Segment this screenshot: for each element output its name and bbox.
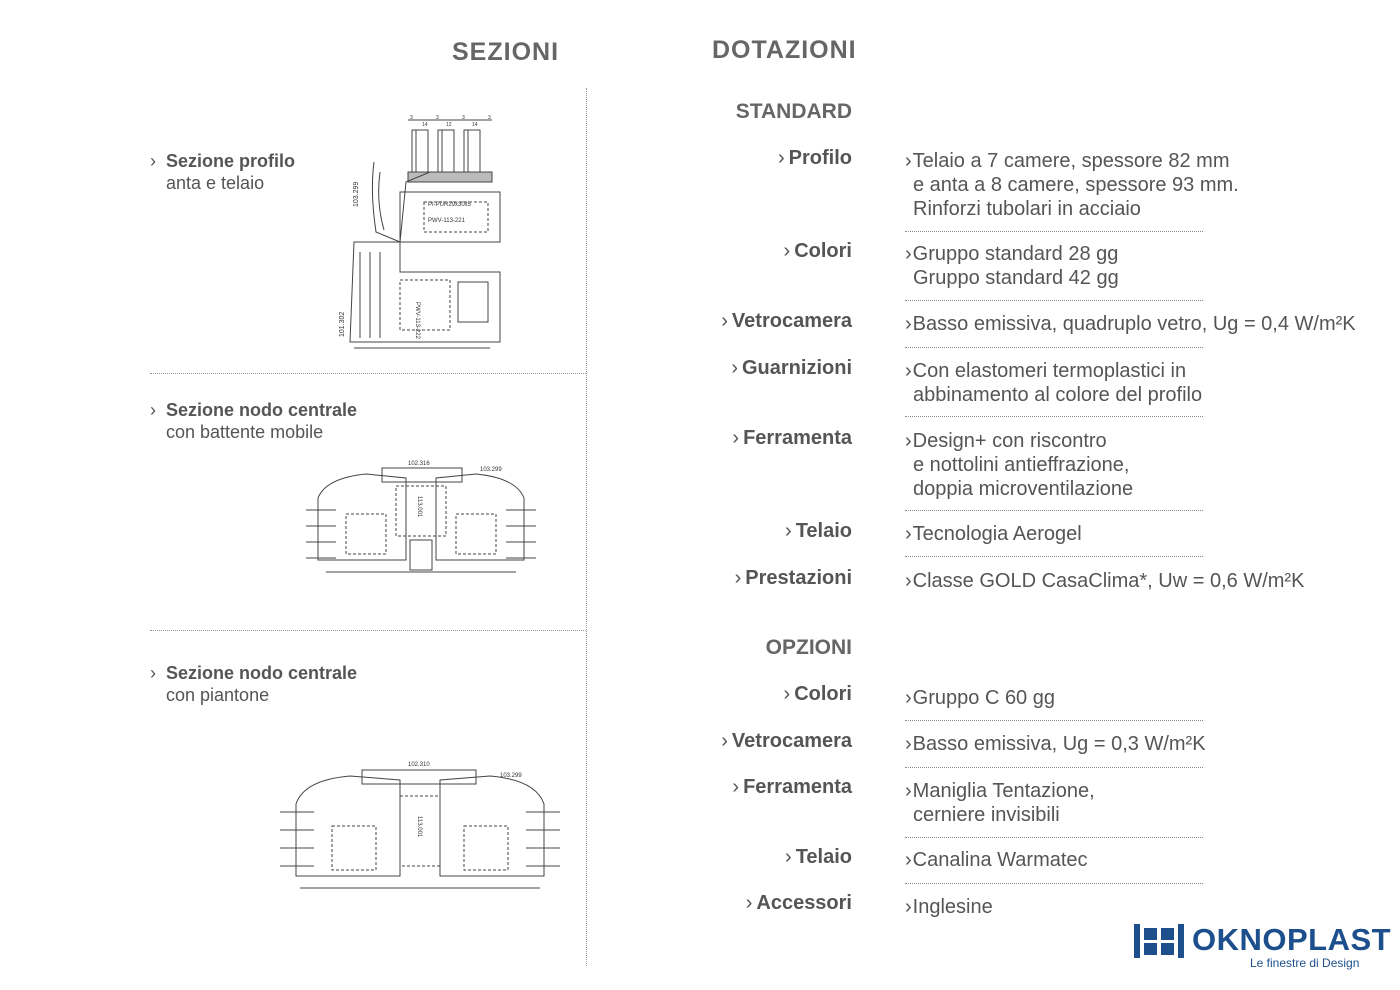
row-divider (905, 300, 1203, 301)
option-value-vetrocamera: ›Basso emissiva, Ug = 0,3 W/m²K (905, 733, 1206, 755)
standard-value-guarnizioni: ›Con elastomeri termoplastici in abbinamento al colore del profilo (905, 360, 1203, 406)
row-divider (905, 510, 1203, 511)
svg-text:PI-PUR29x30x5: PI-PUR29x30x5 (428, 202, 472, 208)
row-divider (905, 837, 1203, 838)
option-label-telaio: › Telaio (785, 846, 852, 868)
standard-title: STANDARD (735, 100, 852, 123)
standard-value-prestazioni: ›Classe GOLD CasaClima*, Uw = 0,6 W/m²K (905, 570, 1305, 592)
standard-value-vetrocamera: ›Basso emissiva, quadruplo vetro, Ug = 0,4 W/m²K (905, 313, 1356, 335)
section-item-title: Sezione profilo (166, 151, 296, 171)
section-item-central-node-mobile (150, 399, 357, 443)
option-label-vetrocamera: › Vetrocamera (721, 730, 852, 752)
section-divider (150, 373, 586, 374)
option-value-ferramenta: ›Maniglia Tentazione, cerniere invisibili (905, 780, 1095, 826)
row-divider (905, 720, 1203, 721)
section-item-title: Sezione nodo centrale (166, 663, 358, 683)
svg-text:103.299: 103.299 (480, 467, 502, 473)
option-value-telaio: ›Canalina Warmatec (905, 849, 1088, 871)
row-divider (905, 416, 1203, 417)
svg-text:113.001: 113.001 (416, 816, 422, 838)
svg-text:102.316: 102.316 (408, 461, 430, 467)
option-label-ferramenta: › Ferramenta (732, 776, 852, 798)
sections-title: SEZIONI (452, 38, 560, 66)
section-item-title: Sezione nodo centrale (166, 400, 358, 420)
central-node-mobile-drawing (306, 456, 536, 580)
svg-text:3: 3 (410, 115, 413, 121)
svg-text:3: 3 (462, 115, 465, 121)
options-title: OPZIONI (765, 636, 852, 659)
row-divider (905, 231, 1203, 232)
svg-text:3: 3 (436, 115, 439, 121)
row-divider (905, 556, 1203, 557)
svg-text:103.299: 103.299 (353, 181, 360, 207)
window-icon (1134, 924, 1184, 958)
standard-label-colori: › Colori (783, 240, 852, 262)
svg-text:101.302: 101.302 (339, 311, 346, 337)
svg-text:14: 14 (472, 122, 478, 128)
section-divider (150, 630, 586, 631)
svg-text:113.001: 113.001 (416, 496, 422, 518)
standard-label-ferramenta: › Ferramenta (732, 427, 852, 449)
standard-label-telaio: › Telaio (785, 520, 852, 542)
option-value-accessori: ›Inglesine (905, 896, 993, 918)
section-item-subtitle: anta e telaio (166, 173, 265, 193)
section-item-subtitle: con battente mobile (166, 422, 324, 442)
section-item-subtitle: con piantone (166, 685, 270, 705)
svg-text:103.299: 103.299 (500, 773, 522, 779)
row-divider (905, 347, 1203, 348)
chevron-icon: › (150, 663, 156, 683)
option-label-colori: › Colori (783, 683, 852, 705)
brand-tagline: Le finestre di Design (1250, 956, 1360, 970)
section-item-profile (150, 150, 295, 194)
standard-label-vetrocamera: › Vetrocamera (721, 310, 852, 332)
standard-value-profilo: ›Telaio a 7 camere, spessore 82 mm e anta a 8 camere, spessore 93 mm. Rinforzi tubolari in acciaio (905, 150, 1239, 220)
standard-value-ferramenta: ›Design+ con riscontro e nottolini antieffrazione, doppia microventilazione (905, 430, 1134, 500)
standard-value-telaio: ›Tecnologia Aerogel (905, 523, 1082, 545)
equipment-title: DOTAZIONI (712, 36, 857, 64)
row-divider (905, 767, 1203, 768)
standard-value-colori: ›Gruppo standard 28 gg Gruppo standard 42 gg (905, 243, 1119, 289)
svg-text:102.310: 102.310 (408, 762, 430, 768)
svg-text:3: 3 (488, 115, 491, 121)
standard-label-guarnizioni: › Guarnizioni (731, 357, 852, 379)
standard-label-profilo: › Profilo (777, 147, 852, 169)
option-label-accessori: › Accessori (745, 892, 852, 914)
svg-text:12: 12 (446, 122, 452, 128)
chevron-icon: › (150, 400, 156, 420)
section-item-central-node-mullion (150, 662, 357, 706)
svg-text:14: 14 (422, 122, 428, 128)
svg-text:PWV-113-222: PWV-113-222 (414, 302, 420, 339)
chevron-icon: › (150, 151, 156, 171)
option-value-colori: ›Gruppo C 60 gg (905, 687, 1055, 709)
brand-name: OKNOPLAST (1192, 922, 1392, 957)
svg-text:PWV-113-221: PWV-113-221 (428, 218, 465, 224)
standard-label-prestazioni: › Prestazioni (734, 567, 852, 589)
central-node-mullion-drawing (280, 756, 560, 896)
profile-section-drawing (340, 112, 520, 352)
row-divider (905, 883, 1203, 884)
